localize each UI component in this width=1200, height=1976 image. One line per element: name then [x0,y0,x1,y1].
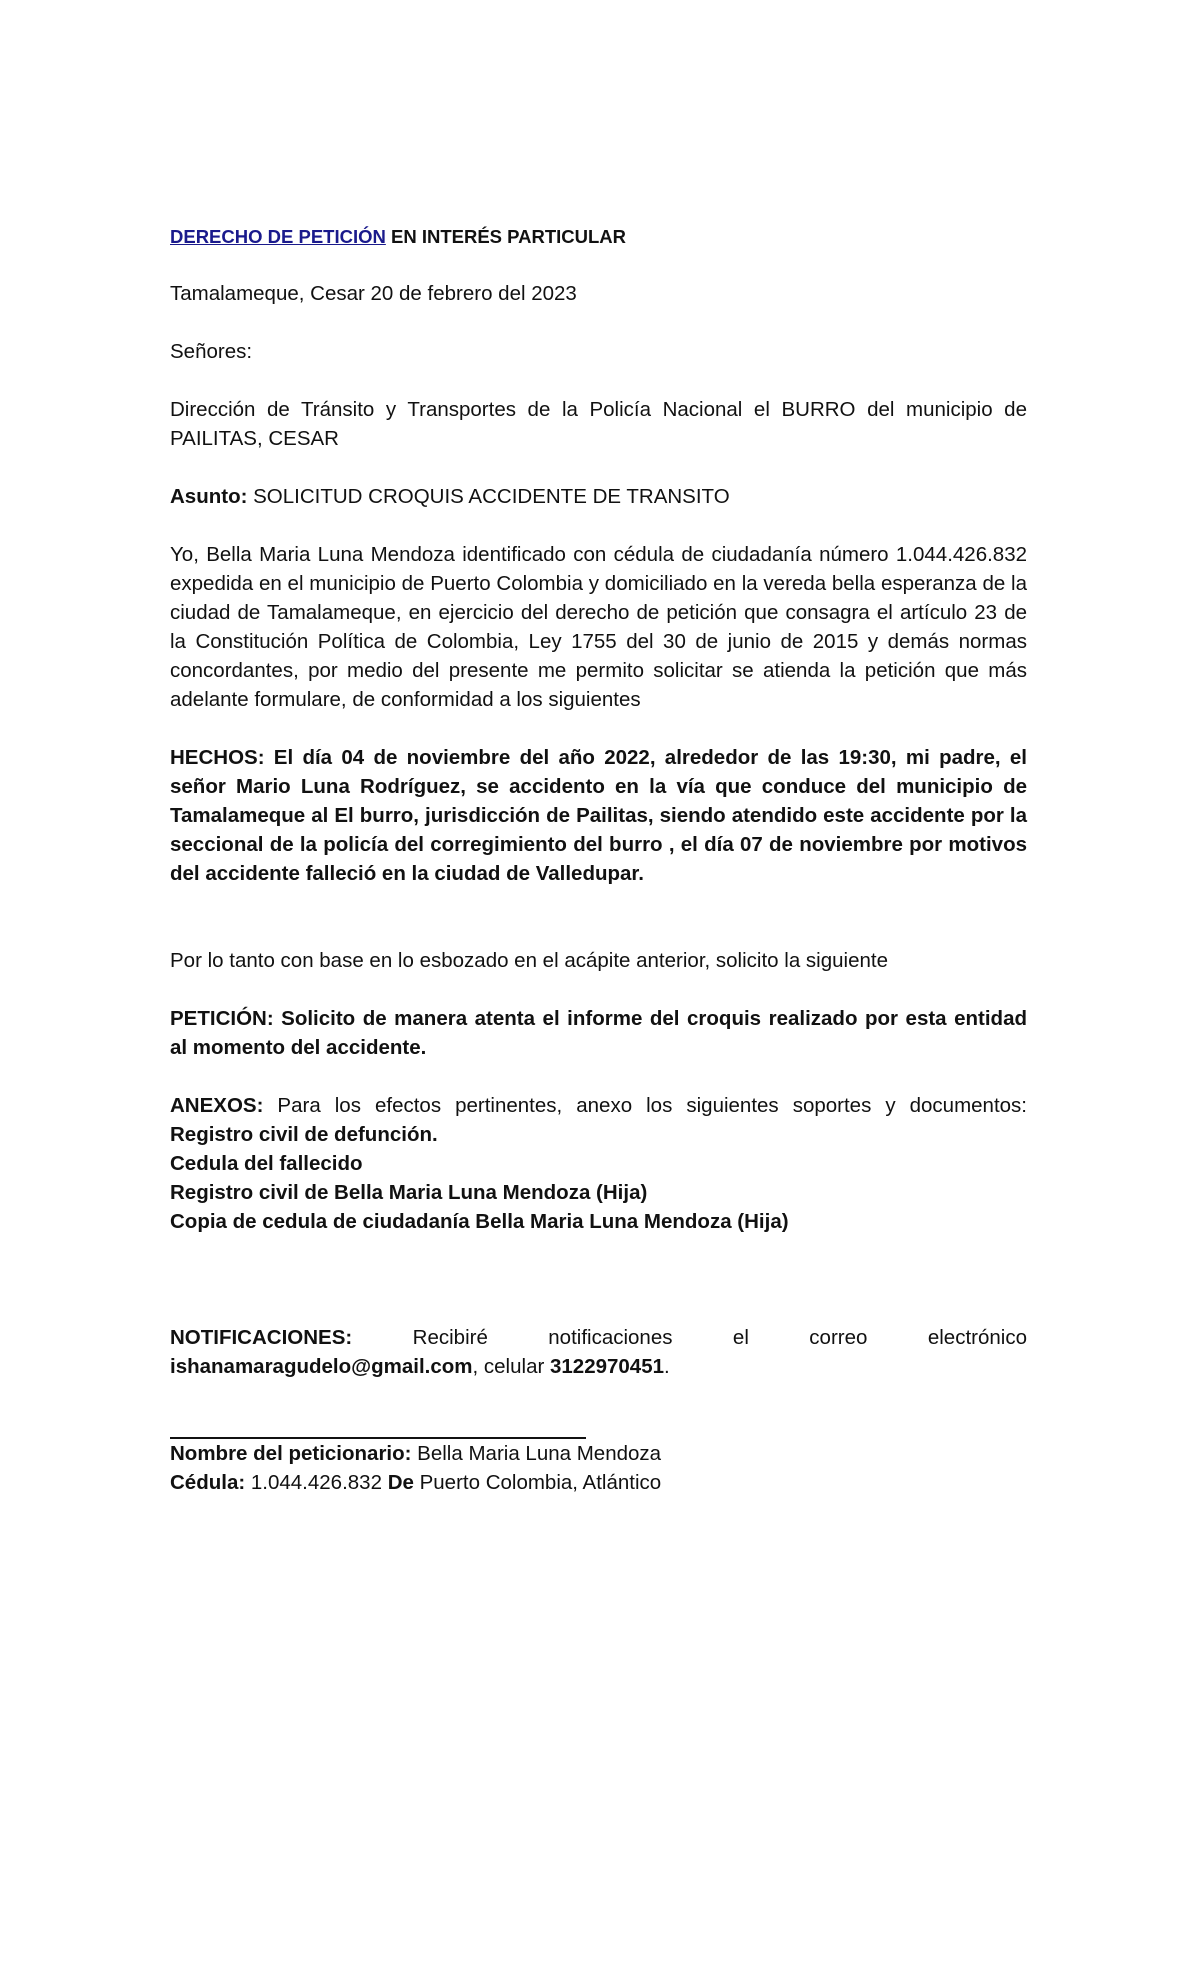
notifications-label: NOTIFICACIONES: [170,1326,353,1349]
petition-paragraph: PETICIÓN: Solicito de manera atenta el informe del croquis realizado por esta entidad al momento del accidente. [170,1007,1027,1059]
id-number: 1.044.426.832 [245,1471,388,1494]
from-place: Puerto Colombia, Atlántico [413,1471,662,1494]
signature-name-line [170,1439,1027,1468]
notifications-text: Recibiré notificaciones el correo electrónico [352,1326,1027,1349]
petitioner-name: Bella Maria Luna Mendoza [411,1442,662,1465]
annex-item: Registro civil de Bella Maria Luna Mendoza (Hija) [170,1181,648,1204]
letter-page [170,222,1027,1497]
notifications-line [170,1323,1027,1352]
signature-id-line [170,1468,1027,1497]
subject-label: Asunto: [170,485,248,508]
notifications-contact [170,1352,1027,1381]
salutation: Señores: [170,340,253,363]
annex-item: Registro civil de defunción. [170,1123,438,1146]
annex-item: Copia de cedula de ciudadanía Bella Maria Luna Mendoza (Hija) [170,1210,789,1233]
document-title [170,222,1027,251]
title-rest: EN INTERÉS PARTICULAR [385,226,627,247]
from-label: De [387,1471,414,1494]
subject-text: SOLICITUD CROQUIS ACCIDENTE DE TRANSITO [247,485,730,508]
facts-paragraph: HECHOS: El día 04 de noviembre del año 2022, alrededor de las 19:30, mi padre, el señor Mario Luna Rodríguez, se accidento en la vía que conduce del municipio de Tamalameque al El burro, jurisdicción de Pailitas, siendo atendido este accidente por la seccional de la policía del corregimiento del burro , el día 07 de noviembre por motivos del accidente falleció en la ciudad de Valledupar. [170,746,1027,885]
annex-item: Cedula del fallecido [170,1152,363,1175]
addressee: Dirección de Tránsito y Transportes de la Policía Nacional el BURRO del municipio de PAILITAS, CESAR [170,398,1027,450]
phone-label: , celular [472,1355,550,1378]
transition-paragraph: Por lo tanto con base en lo esbozado en el acápite anterior, solicito la siguiente [170,949,888,972]
annexes-intro [170,1091,1027,1120]
notifications-phone: 3122970451 [550,1355,665,1378]
place-date: Tamalameque, Cesar 20 de febrero del 2023 [170,282,577,305]
id-label: Cédula: [170,1471,246,1494]
subject-line [170,482,1027,511]
intro-paragraph: Yo, Bella Maria Luna Mendoza identificado con cédula de ciudadanía número 1.044.426.832 expedida en el municipio de Puerto Colombia y domiciliado en la vereda bella esperanza de la ciudad de Tamalameque, en ejercicio del derecho de petición que consagra el artículo 23 de la Constitución Política de Colombia, Ley 1755 del 30 de junio de 2015 y demás normas concordantes, por medio del presente me permito solicitar se atienda la petición que más adelante formulare, de conformidad a los siguientes [170,543,1027,711]
title-link[interactable]: DERECHO DE PETICIÓN [170,226,386,247]
name-label: Nombre del peticionario: [170,1442,412,1465]
annexes-label: ANEXOS: [170,1094,264,1117]
annexes-intro-text: Para los efectos pertinentes, anexo los siguientes soportes y documentos: [263,1094,1027,1117]
notifications-email[interactable]: ishanamaragudelo@gmail.com [170,1355,473,1378]
notifications-end: . [664,1355,670,1378]
